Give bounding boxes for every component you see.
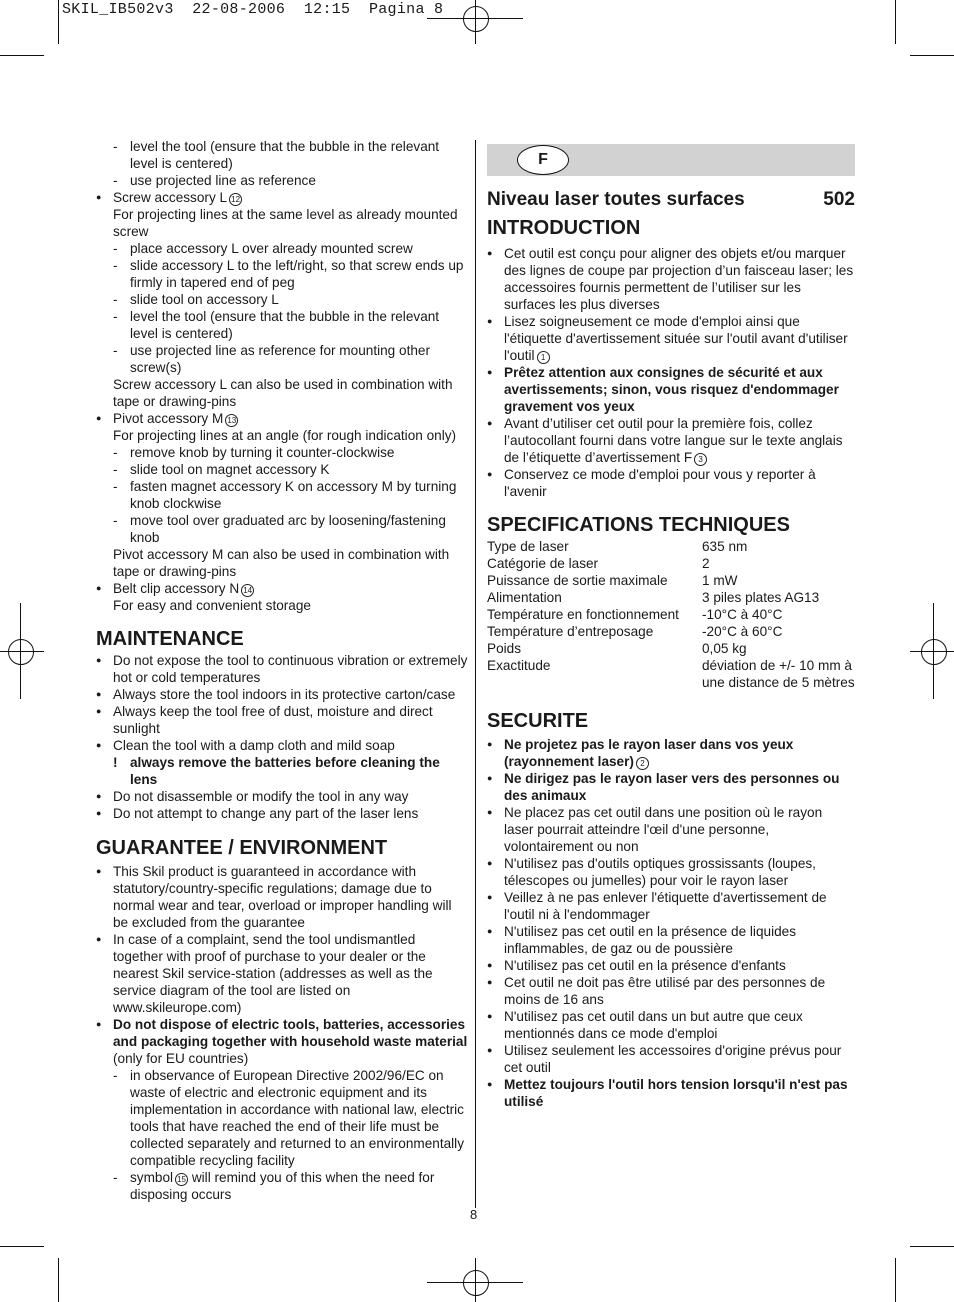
item-text — [130, 444, 468, 461]
spec-row — [487, 538, 855, 555]
guarantee-list — [96, 863, 468, 1203]
bullet-marker: ● — [96, 192, 102, 202]
bullet-item — [96, 652, 468, 686]
item-text — [113, 863, 468, 931]
body-text: Belt clip accessory N — [113, 581, 240, 596]
crop-mark — [58, 1258, 59, 1302]
body-text: Veillez à ne pas enlever l'étiquette d'avertissement de l'outil ni à l'endommager — [504, 890, 827, 922]
crop-mark — [0, 1246, 44, 1247]
dash-marker: - — [113, 241, 118, 256]
language-badge: F — [517, 145, 569, 175]
body-text: Lisez soigneusement ce mode d'emploi ainsi que l'étiquette d'avertissement située sur l'outil avant d'utiliser l'outil — [504, 314, 848, 363]
indent-spacer — [96, 597, 113, 614]
bullet-marker: ● — [487, 469, 493, 479]
spec-value: 2 — [702, 556, 710, 571]
bullet-marker: ● — [96, 706, 102, 716]
bullet-marker: ● — [487, 892, 493, 902]
spec-row — [487, 555, 855, 572]
column-divider — [475, 140, 476, 1208]
item-text — [504, 415, 855, 466]
spec-row — [487, 572, 855, 589]
body-text: In case of a complaint, send the tool undismantled together with proof of purchase to your dealer or the nearest Skil service-station (addresses as well as the service diagram of the tool are listed on www.skileurope.com) — [113, 932, 433, 1015]
item-text — [504, 1008, 855, 1042]
body-text: (only for EU countries) — [113, 1051, 249, 1066]
product-title: Niveau laser toutes surfaces — [487, 189, 745, 210]
product-title-row — [487, 188, 855, 212]
item-text — [113, 410, 468, 427]
bullet-marker: ● — [487, 926, 493, 936]
dash-item — [96, 172, 468, 189]
right-column — [487, 144, 855, 1110]
securite-heading: SECURITE — [487, 710, 589, 732]
item-text — [130, 138, 468, 172]
item-text — [113, 189, 468, 206]
body-text: This Skil product is guaranteed in accordance with statutory/country-specific regulations; damage due to normal wear and tear, overload or improper handling will be excluded from the guarantee — [113, 864, 452, 930]
dash-marker: - — [113, 1068, 118, 1083]
bullet-item — [487, 974, 855, 1008]
body-text: Always store the tool indoors in its protective carton/case — [113, 687, 456, 702]
spec-row — [487, 640, 855, 657]
crop-mark — [0, 55, 44, 56]
body-text: will remind you of this when the need for disposing occurs — [130, 1170, 435, 1202]
spec-row — [487, 623, 855, 640]
crop-mark — [895, 0, 896, 44]
body-text: Avant d’utiliser cet outil pour la première fois, collez l’autocollant fourni dans votre langue sur le texte anglais de l’étiquette d’avertissement F — [504, 416, 843, 465]
item-text — [113, 427, 468, 444]
bullet-marker: ● — [96, 689, 102, 699]
bullet-marker: ● — [487, 977, 493, 987]
registration-mark-right — [910, 603, 954, 699]
body-text: N'utilisez pas d'outils optiques grossissants (loupes, télescopes ou jumelles) pour voir le rayon laser — [504, 856, 816, 888]
paragraph-item — [96, 597, 468, 614]
bullet-marker: ● — [487, 739, 493, 749]
body-text: place accessory L over already mounted screw — [130, 241, 413, 256]
bullet-item — [96, 805, 468, 822]
dash-item — [96, 138, 468, 172]
spec-value: 0,05 kg — [702, 641, 747, 656]
dash-marker: - — [113, 173, 118, 188]
body-text: Conservez ce mode d'emploi pour vous y reporter à l'avenir — [504, 467, 816, 499]
figure-reference-number: 2 — [636, 757, 649, 770]
figure-reference-number: 3 — [694, 453, 707, 466]
bullet-item — [96, 410, 468, 427]
registration-mark-top — [427, 0, 523, 44]
page-number: 8 — [470, 1207, 478, 1222]
bullet-item — [487, 1008, 855, 1042]
dash-marker: - — [113, 309, 118, 324]
item-text — [504, 974, 855, 1008]
bullet-marker: ● — [487, 1079, 493, 1089]
bullet-marker: ● — [487, 316, 493, 326]
bullet-marker: ● — [96, 791, 102, 801]
bold-text: Ne dirigez pas le rayon laser vers des personnes ou des animaux — [504, 771, 840, 803]
item-text — [113, 805, 468, 822]
dash-item — [96, 512, 468, 546]
bullet-item — [96, 931, 468, 1016]
dash-item — [96, 1169, 468, 1203]
spec-value: déviation de +/- 10 mm à une distance de 5 mètres — [702, 658, 855, 690]
bullet-item — [96, 703, 468, 737]
item-text — [504, 364, 855, 415]
item-text — [504, 855, 855, 889]
spec-value: -20°C à 60°C — [702, 624, 783, 639]
item-text — [130, 308, 468, 342]
paragraph-item — [96, 376, 468, 410]
item-text — [113, 686, 468, 703]
dash-marker: - — [113, 1170, 118, 1185]
body-text: Pivot accessory M can also be used in combination with tape or drawing-pins — [113, 547, 450, 579]
dash-marker: - — [113, 445, 118, 460]
bullet-item — [487, 364, 855, 415]
body-text: always remove the batteries before cleaning the lens — [130, 755, 440, 787]
dash-marker: - — [113, 292, 118, 307]
body-text: use projected line as reference for mounting other screw(s) — [130, 343, 430, 375]
bullet-marker: ● — [487, 367, 493, 377]
introduction-list — [487, 245, 855, 500]
spec-row — [487, 657, 855, 691]
spec-label: Poids — [487, 641, 522, 656]
item-text — [113, 206, 468, 240]
crop-mark — [910, 55, 954, 56]
spec-label: Exactitude — [487, 658, 551, 673]
bullet-marker: ● — [96, 413, 102, 423]
bullet-item — [487, 804, 855, 855]
bullet-item — [487, 1076, 855, 1110]
dash-item — [96, 1067, 468, 1169]
figure-reference-number: 14 — [241, 584, 254, 597]
dash-marker: - — [113, 343, 118, 358]
body-text: For projecting lines at the same level as already mounted screw — [113, 207, 458, 239]
bullet-item — [487, 923, 855, 957]
item-text — [504, 1076, 855, 1110]
item-text — [113, 652, 468, 686]
item-text — [130, 172, 468, 189]
body-text: slide accessory L to the left/right, so that screw ends up firmly in tapered end of peg — [130, 258, 464, 290]
guarantee-heading: GUARANTEE / ENVIRONMENT — [96, 837, 388, 859]
warning-item — [96, 754, 468, 788]
body-text: Cet outil ne doit pas être utilisé par des personnes de moins de 16 ans — [504, 975, 826, 1007]
bullet-marker: ● — [487, 773, 493, 783]
item-text — [113, 788, 468, 805]
bullet-marker: ● — [487, 858, 493, 868]
body-text: Always keep the tool free of dust, moisture and direct sunlight — [113, 704, 433, 736]
bullet-marker: ● — [96, 740, 102, 750]
body-text: Pivot accessory M — [113, 411, 224, 426]
body-text: Utilisez seulement les accessoires d'origine prévus pour cet outil — [504, 1043, 842, 1075]
accessory-instructions — [96, 138, 468, 614]
bullet-item — [96, 580, 468, 597]
body-text: For projecting lines at an angle (for rough indication only) — [113, 428, 457, 443]
crop-mark — [910, 1246, 954, 1247]
paragraph-item — [96, 206, 468, 240]
figure-reference-number: 12 — [229, 193, 242, 206]
dash-item — [96, 240, 468, 257]
spec-label: Catégorie de laser — [487, 556, 599, 571]
item-text — [504, 736, 855, 770]
bullet-marker: ● — [96, 808, 102, 818]
bullet-item — [96, 1016, 468, 1067]
item-text — [130, 461, 468, 478]
bullet-item — [487, 313, 855, 364]
body-text: level the tool (ensure that the bubble in the relevant level is centered) — [130, 309, 440, 341]
warning-marker: ! — [113, 755, 118, 770]
item-text — [504, 804, 855, 855]
bullet-item — [487, 466, 855, 500]
body-text: level the tool (ensure that the bubble in the relevant level is centered) — [130, 139, 440, 171]
dash-marker: - — [113, 258, 118, 273]
bullet-item — [487, 957, 855, 974]
item-text — [130, 478, 468, 512]
indent-spacer — [96, 206, 113, 240]
bullet-item — [487, 245, 855, 313]
bullet-item — [96, 788, 468, 805]
item-text — [130, 240, 468, 257]
bullet-marker: ● — [487, 1045, 493, 1055]
item-text — [130, 342, 468, 376]
item-text — [504, 889, 855, 923]
product-model: 502 — [823, 189, 855, 210]
item-text — [113, 580, 468, 597]
bullet-marker: ● — [487, 807, 493, 817]
maintenance-heading: MAINTENANCE — [96, 628, 244, 650]
dash-item — [96, 257, 468, 291]
print-header: SKIL_IB502v3 22-08-2006 12:15 Pagina 8 — [62, 1, 444, 18]
registration-mark-bottom — [427, 1258, 523, 1302]
bullet-marker: ● — [96, 1019, 102, 1029]
dash-item — [96, 291, 468, 308]
spec-label: Température en fonctionnement — [487, 607, 679, 622]
item-text — [504, 245, 855, 313]
spec-value: 3 piles plates AG13 — [702, 590, 820, 605]
item-text — [504, 957, 855, 974]
dash-item — [96, 308, 468, 342]
bullet-marker: ● — [487, 248, 493, 258]
item-text — [130, 1169, 468, 1203]
body-text: in observance of European Directive 2002/96/EC on waste of electric and electronic equipment and its implementation in accordance with national law, electric tools that have reached the end of their life must be collected separately and returned to an environmentally compatible recycling facility — [130, 1068, 465, 1168]
item-text — [113, 737, 468, 754]
bullet-item — [487, 855, 855, 889]
bullet-marker: ● — [96, 934, 102, 944]
maintenance-list — [96, 652, 468, 822]
paragraph-item — [96, 546, 468, 580]
indent-spacer — [96, 427, 113, 444]
item-text — [504, 313, 855, 364]
item-text — [113, 597, 468, 614]
body-text: N'utilisez pas cet outil dans un but autre que ceux mentionnés dans ce mode d'emploi — [504, 1009, 803, 1041]
bullet-marker: ● — [487, 1011, 493, 1021]
item-text — [504, 466, 855, 500]
bullet-item — [96, 863, 468, 931]
spec-label: Puissance de sortie maximale — [487, 573, 668, 588]
spec-label: Alimentation — [487, 590, 562, 605]
item-text — [130, 754, 468, 788]
bullet-item — [96, 686, 468, 703]
indent-spacer — [96, 376, 113, 410]
body-text: Clean the tool with a damp cloth and mild soap — [113, 738, 395, 753]
dash-marker: - — [113, 479, 118, 494]
dash-marker: - — [113, 513, 118, 528]
bullet-item — [96, 189, 468, 206]
item-text — [504, 923, 855, 957]
spec-value: 635 nm — [702, 539, 748, 554]
bullet-item — [487, 1042, 855, 1076]
figure-reference-number: 13 — [225, 414, 238, 427]
securite-list — [487, 736, 855, 1110]
body-text: move tool over graduated arc by loosening/fastening knob — [130, 513, 446, 545]
body-text: slide tool on magnet accessory K — [130, 462, 330, 477]
dash-marker: - — [113, 462, 118, 477]
spec-row — [487, 606, 855, 623]
figure-reference-number: 1 — [537, 351, 550, 364]
body-text: remove knob by turning it counter-clockwise — [130, 445, 395, 460]
spec-row — [487, 589, 855, 606]
body-text: N'utilisez pas cet outil en la présence de liquides inflammables, de gaz ou de poussière — [504, 924, 797, 956]
body-text: Do not expose the tool to continuous vibration or extremely hot or cold temperatures — [113, 653, 468, 685]
item-text — [504, 1042, 855, 1076]
item-text — [113, 1016, 468, 1067]
language-bar — [487, 144, 855, 176]
introduction-heading: INTRODUCTION — [487, 217, 641, 239]
bold-text: Prêtez attention aux consignes de sécurité et aux avertissements; sinon, vous risquez d'endommager gravement vos yeux — [504, 365, 839, 414]
body-text: Screw accessory L can also be used in combination with tape or drawing-pins — [113, 377, 453, 409]
bullet-item — [487, 415, 855, 466]
bullet-marker: ● — [96, 866, 102, 876]
bullet-marker: ● — [487, 418, 493, 428]
item-text — [130, 291, 468, 308]
dash-item — [96, 461, 468, 478]
body-text: Ne placez pas cet outil dans une position où le rayon laser pourrait atteindre l'œil d'une personne, volontairement ou non — [504, 805, 823, 854]
registration-mark-left — [0, 603, 44, 699]
body-text: Screw accessory L — [113, 190, 228, 205]
paragraph-item — [96, 427, 468, 444]
left-column — [96, 138, 468, 1203]
item-text — [130, 512, 468, 546]
bullet-marker: ● — [487, 960, 493, 970]
body-text: For easy and convenient storage — [113, 598, 311, 613]
item-text — [113, 546, 468, 580]
bullet-marker: ● — [96, 583, 102, 593]
body-text: slide tool on accessory L — [130, 292, 279, 307]
spec-value: -10°C à 40°C — [702, 607, 783, 622]
item-text — [113, 376, 468, 410]
figure-reference-number: 15 — [175, 1173, 188, 1186]
item-text — [130, 257, 468, 291]
body-text: N'utilisez pas cet outil en la présence d'enfants — [504, 958, 786, 973]
body-text: Do not attempt to change any part of the laser lens — [113, 806, 419, 821]
dash-item — [96, 444, 468, 461]
item-text — [113, 703, 468, 737]
body-text: Do not disassemble or modify the tool in any way — [113, 789, 409, 804]
body-text: fasten magnet accessory K on accessory M by turning knob clockwise — [130, 479, 457, 511]
body-text: Cet outil est conçu pour aligner des objets et/ou marquer des lignes de coupe par projection d’un faisceau laser; les accessoires fournis permettent de l’utiliser sur les surfaces les plus diverses — [504, 246, 854, 312]
bullet-marker: ● — [96, 655, 102, 665]
body-text: symbol — [130, 1170, 174, 1185]
bullet-item — [96, 737, 468, 754]
spec-value: 1 mW — [702, 573, 738, 588]
bold-text: Ne projetez pas le rayon laser dans vos yeux (rayonnement laser) — [504, 737, 794, 769]
dash-marker: - — [113, 139, 118, 154]
dash-item — [96, 342, 468, 376]
indent-spacer — [96, 546, 113, 580]
item-text — [130, 1067, 468, 1169]
body-text: use projected line as reference — [130, 173, 316, 188]
bullet-item — [487, 770, 855, 804]
spec-label: Type de laser — [487, 539, 569, 554]
bullet-item — [487, 889, 855, 923]
item-text — [504, 770, 855, 804]
crop-mark — [58, 0, 59, 44]
bold-text: Do not dispose of electric tools, batteries, accessories and packaging together with household waste material — [113, 1017, 468, 1049]
specifications-heading: SPECIFICATIONS TECHNIQUES — [487, 514, 790, 536]
bold-text: Mettez toujours l'outil hors tension lorsqu'il n'est pas utilisé — [504, 1077, 848, 1109]
spec-label: Température d’entreposage — [487, 624, 654, 639]
crop-mark — [895, 1258, 896, 1302]
bullet-item — [487, 736, 855, 770]
item-text — [113, 931, 468, 1016]
specifications-table — [487, 538, 855, 691]
dash-item — [96, 478, 468, 512]
